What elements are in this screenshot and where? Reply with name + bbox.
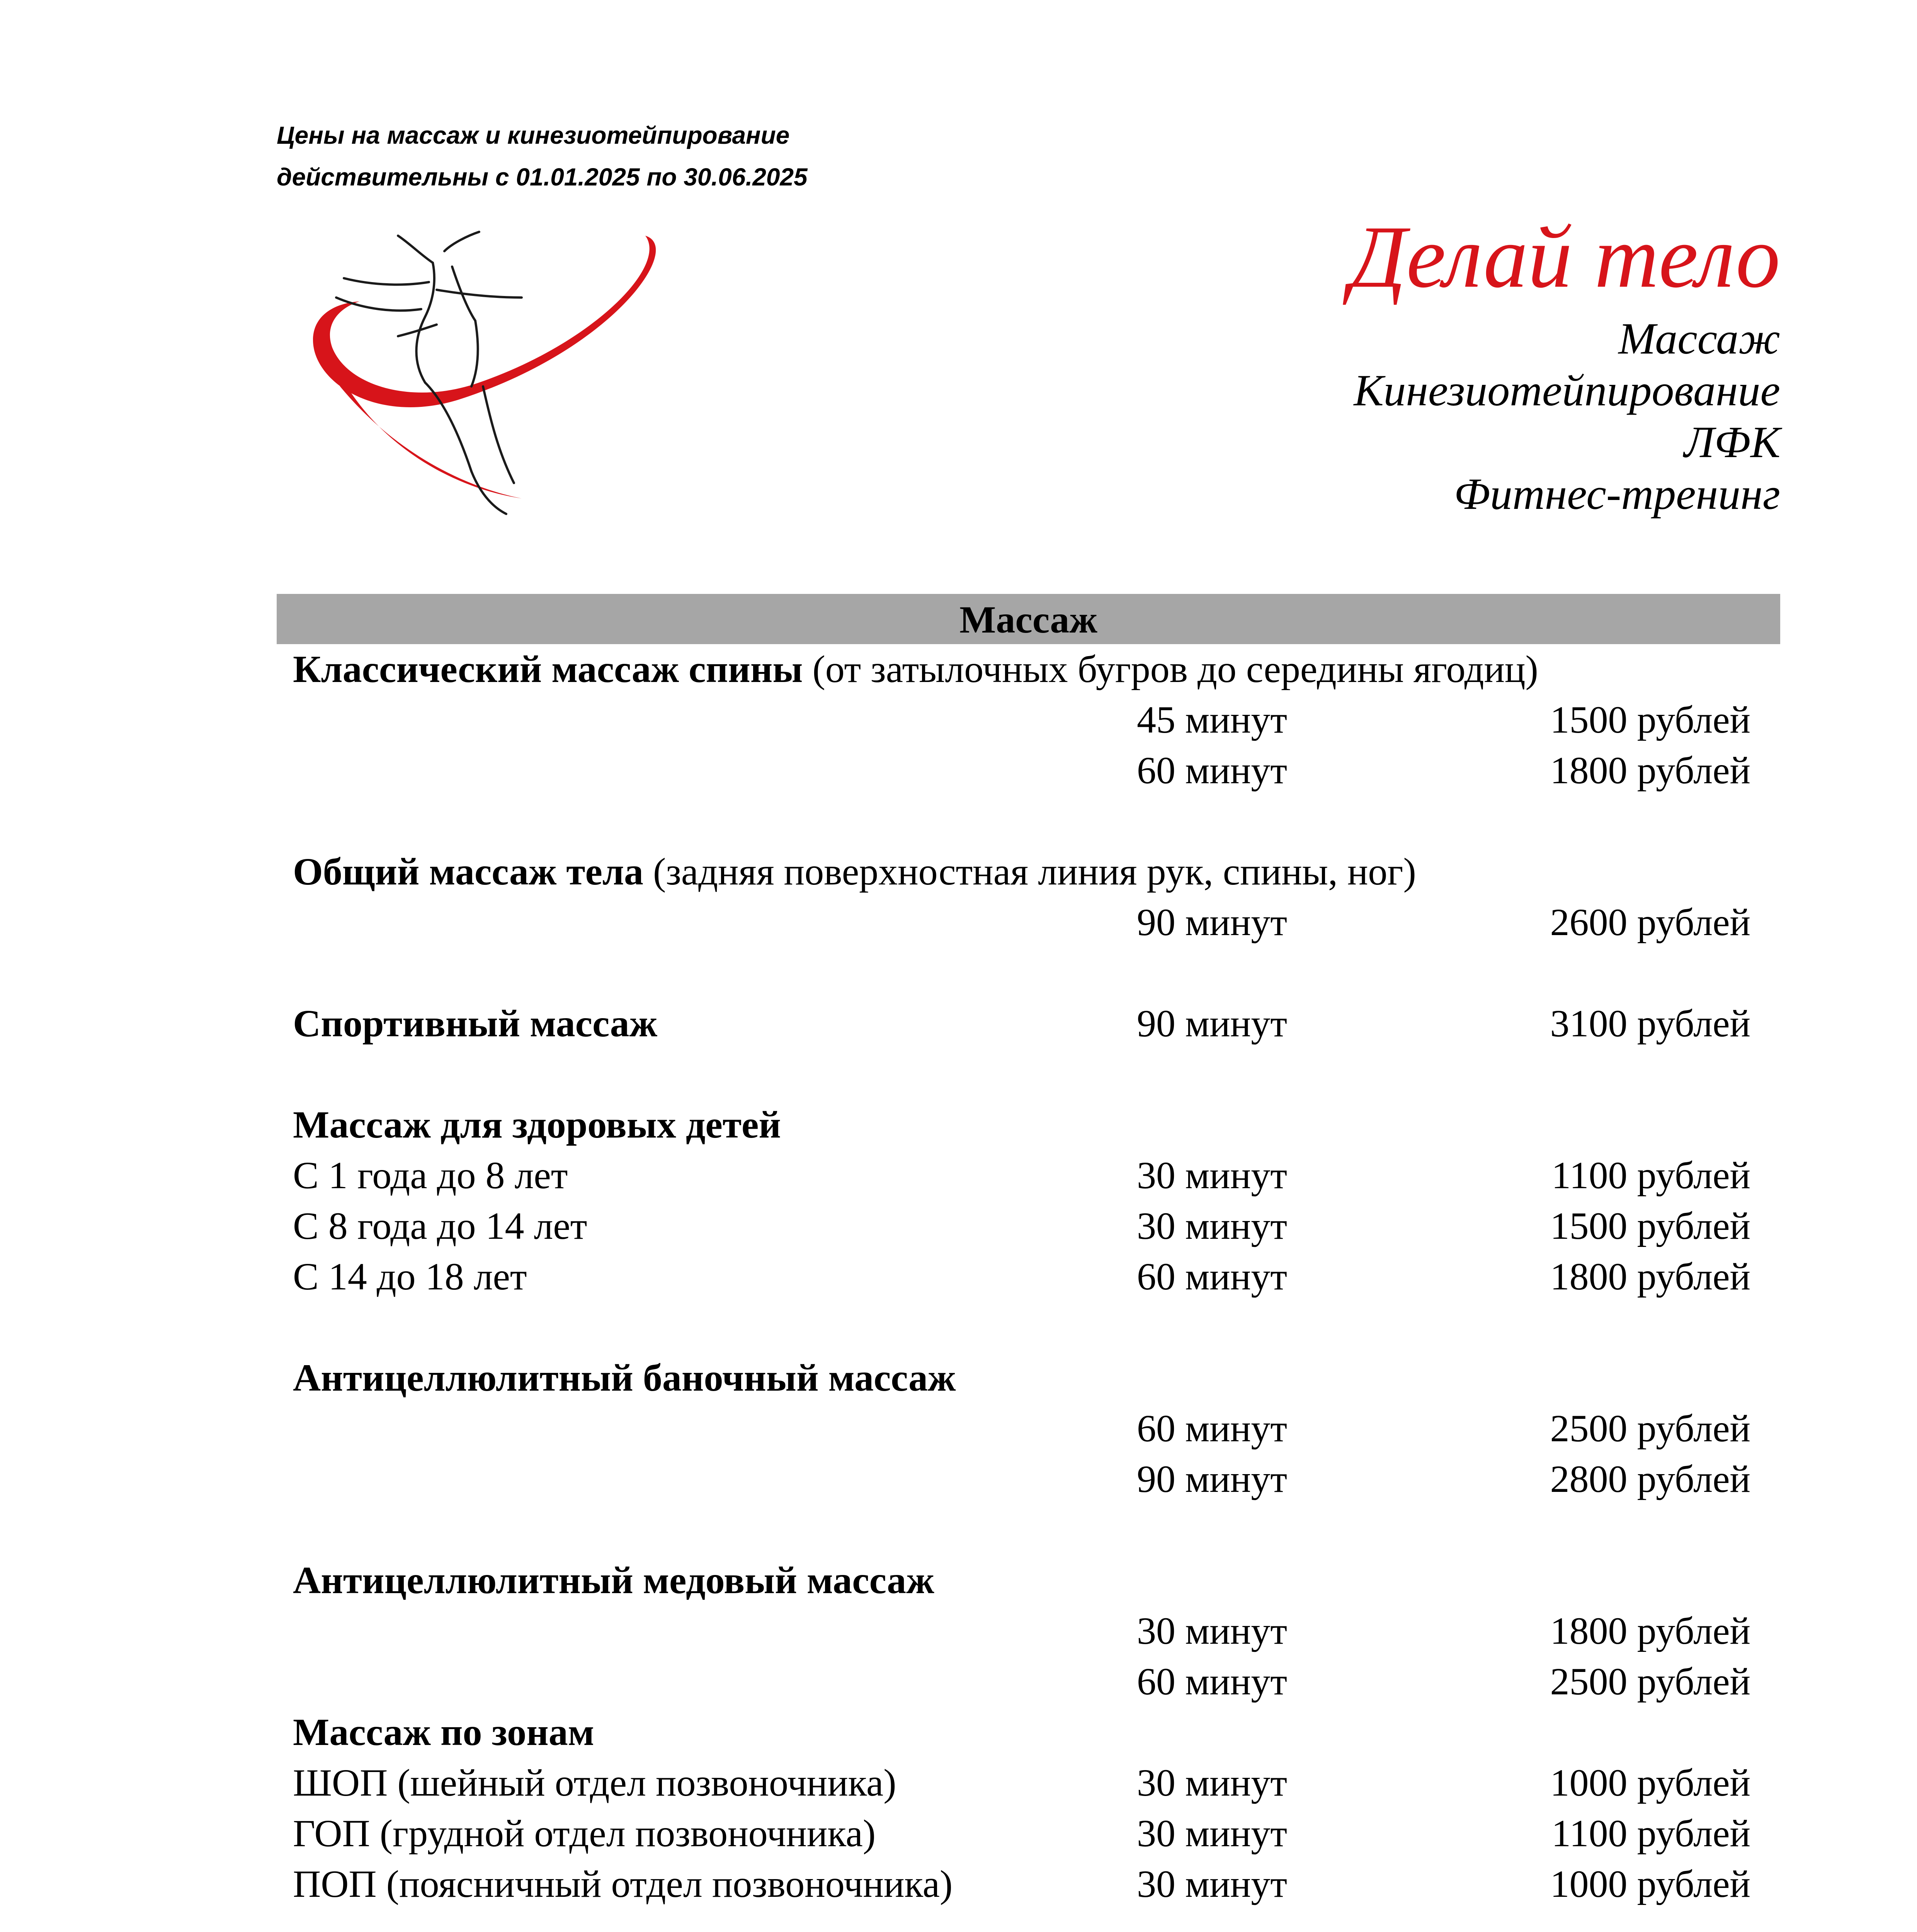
price-row <box>293 694 1780 745</box>
duration: 30 минут <box>1137 1154 1288 1197</box>
validity-note <box>277 114 808 198</box>
price-row <box>293 1656 1780 1707</box>
service-lfk: ЛФК <box>1684 418 1780 467</box>
price: 1800 рублей <box>1550 1609 1750 1652</box>
dancer-figure-with-red-swoosh-logo-icon <box>298 220 676 526</box>
duration: 60 минут <box>1137 1407 1288 1450</box>
price: 2500 рублей <box>1550 1660 1750 1703</box>
age-label: С 14 до 18 лет <box>293 1255 527 1298</box>
price-row <box>293 1251 1780 1302</box>
brand-block <box>1350 201 1780 520</box>
massage-section-header: Массаж <box>277 594 1780 644</box>
zone-label: ШОП (шейный отдел позвоночника) <box>293 1761 896 1804</box>
price: 1000 рублей <box>1550 1862 1750 1905</box>
sport-massage-title: Спортивный массаж <box>293 1002 658 1045</box>
sport-massage-row <box>293 998 1780 1049</box>
cupping-massage-title: Антицеллюлитный баночный массаж <box>293 1356 956 1399</box>
zones-massage-title: Массаж по зонам <box>293 1711 594 1753</box>
duration: 60 минут <box>1137 749 1288 792</box>
duration: 90 минут <box>1137 1002 1288 1045</box>
honey-massage-title-row <box>293 1555 1780 1605</box>
price: 1100 рублей <box>1551 1154 1750 1197</box>
duration: 30 минут <box>1137 1609 1288 1652</box>
duration: 90 минут <box>1137 1458 1288 1500</box>
price: 1500 рублей <box>1550 1204 1750 1247</box>
classic-massage-title: Классический массаж спины <box>293 648 803 690</box>
zones-massage-title-row <box>293 1707 1780 1757</box>
price: 1500 рублей <box>1550 698 1750 741</box>
price: 2800 рублей <box>1550 1458 1750 1500</box>
price-row <box>293 1859 1780 1909</box>
price-row <box>293 1808 1780 1859</box>
age-label: С 8 года до 14 лет <box>293 1204 587 1247</box>
price-row <box>293 897 1780 947</box>
duration: 45 минут <box>1137 698 1288 741</box>
classic-massage-note: (от затылочных бугров до середины ягодиц) <box>812 648 1538 690</box>
classic-massage-title-row <box>293 644 1780 694</box>
duration: 30 минут <box>1137 1862 1288 1905</box>
service-fitness-training: Фитнес-тренинг <box>1454 469 1780 519</box>
price: 2500 рублей <box>1550 1407 1750 1450</box>
price: 2600 рублей <box>1550 901 1750 944</box>
price: 1100 рублей <box>1551 1812 1750 1855</box>
brand-title: Делай тело <box>1350 207 1780 306</box>
general-massage-title: Общий массаж тела <box>293 850 643 893</box>
duration: 30 минут <box>1137 1204 1288 1247</box>
price-row <box>293 1403 1780 1454</box>
general-massage-note: (задняя поверхностная линия рук, спины, ног) <box>653 850 1416 893</box>
price: 1000 рублей <box>1550 1761 1750 1804</box>
price-row <box>293 1454 1780 1504</box>
price-row <box>293 745 1780 796</box>
duration: 60 минут <box>1137 1660 1288 1703</box>
price-row <box>293 1150 1780 1201</box>
price-row <box>293 1605 1780 1656</box>
general-massage-title-row <box>293 846 1780 897</box>
price-row <box>293 1757 1780 1808</box>
validity-line-2: действительны с 01.01.2025 по 30.06.2025 <box>277 163 808 191</box>
duration: 60 минут <box>1137 1255 1288 1298</box>
service-massage: Массаж <box>1618 314 1780 364</box>
cupping-massage-title-row <box>293 1352 1780 1403</box>
duration: 90 минут <box>1137 901 1288 944</box>
price-row <box>293 1201 1780 1251</box>
price: 3100 рублей <box>1550 1002 1750 1045</box>
price: 1800 рублей <box>1550 749 1750 792</box>
zone-label: ГОП (грудной отдел позвоночника) <box>293 1812 876 1855</box>
children-massage-title-row <box>293 1099 1780 1150</box>
zone-label: ПОП (поясничный отдел позвоночника) <box>293 1862 953 1905</box>
duration: 30 минут <box>1137 1761 1288 1804</box>
massage-price-list <box>293 644 1780 1909</box>
children-massage-title: Массаж для здоровых детей <box>293 1103 781 1146</box>
validity-line-1: Цены на массаж и кинезиотейпирование <box>277 121 790 149</box>
service-kinesio-taping: Кинезиотейпирование <box>1354 366 1780 415</box>
honey-massage-title: Антицеллюлитный медовый массаж <box>293 1559 934 1602</box>
duration: 30 минут <box>1137 1812 1288 1855</box>
brand-services <box>1350 313 1780 520</box>
price: 1800 рублей <box>1550 1255 1750 1298</box>
age-label: С 1 года до 8 лет <box>293 1154 568 1197</box>
